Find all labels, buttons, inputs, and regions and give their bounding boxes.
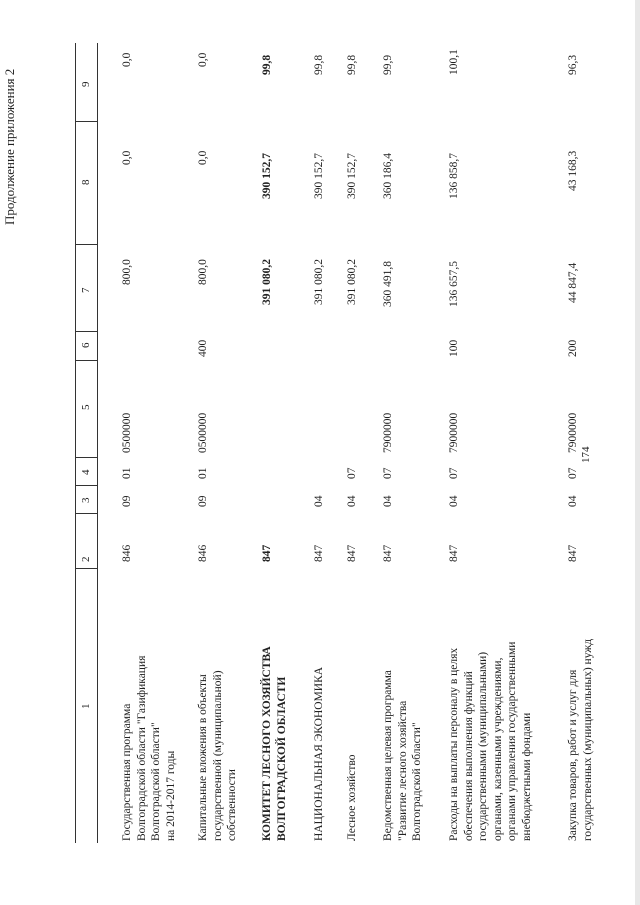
- header-divider: [75, 360, 97, 361]
- row-c7: 391 080,2: [346, 259, 358, 305]
- row-c4: 01: [197, 467, 209, 479]
- row-c3: 04: [346, 495, 358, 507]
- row-desc: НАЦИОНАЛЬНАЯ ЭКОНОМИКА: [313, 666, 325, 841]
- header-top-rule: [75, 43, 76, 843]
- header-divider: [75, 568, 97, 569]
- row-c8: 136 858,7: [448, 153, 460, 199]
- row-c7: 391 080,2: [313, 259, 325, 305]
- row-c9: 99,8: [313, 54, 325, 75]
- row-c2: 846: [197, 544, 209, 562]
- row-c8: 0,0: [197, 150, 209, 165]
- row-c5: 7900000: [382, 412, 394, 453]
- row-c7: 44 847,4: [567, 262, 579, 303]
- row-c8: 390 152,7: [346, 153, 358, 199]
- row-c3: 04: [313, 495, 325, 507]
- header-divider: [75, 485, 97, 486]
- row-desc: КОМИТЕТ ЛЕСНОГО ХОЗЯЙСТВА ВОЛГОГРАДСКОЙ ОБЛАСТИ: [261, 646, 288, 841]
- col-header-9: 9: [80, 81, 92, 87]
- row-c4: 07: [346, 467, 358, 479]
- row-c8: 43 168,3: [567, 150, 579, 191]
- row-c6: 400: [197, 339, 209, 357]
- row-c9: 100,1: [448, 49, 460, 75]
- row-desc: Лесное хозяйство: [346, 754, 358, 841]
- row-c9: 99,8: [346, 54, 358, 75]
- col-header-8: 8: [80, 179, 92, 185]
- row-c2: 847: [313, 544, 325, 562]
- row-c8: 390 152,7: [313, 153, 325, 199]
- continuation-label: Продолжение приложения 2: [2, 68, 17, 225]
- col-header-2: 2: [80, 556, 92, 562]
- row-c8: 0,0: [121, 150, 133, 165]
- row-c2: 847: [382, 544, 394, 562]
- row-c3: 04: [567, 495, 579, 507]
- row-c9: 0,0: [121, 52, 133, 67]
- row-c4: 07: [448, 467, 460, 479]
- row-c3: 09: [121, 495, 133, 507]
- header-divider: [75, 244, 97, 245]
- col-header-5: 5: [80, 404, 92, 410]
- row-c4: 07: [567, 467, 579, 479]
- row-c3: 04: [382, 495, 394, 507]
- row-c8: 360 186,4: [382, 153, 394, 199]
- row-desc: Расходы на выплаты персоналу в целях обеспечения выполнения функций государственными (муниципальными) органами, казенными учреждениями, органами управления государственными внебюджетными фондами: [448, 641, 533, 841]
- row-c6: 200: [567, 339, 579, 357]
- row-c8: 390 152,7: [261, 153, 273, 199]
- header-divider: [75, 457, 97, 458]
- row-c3: 09: [197, 495, 209, 507]
- row-c5: 0500000: [197, 412, 209, 453]
- row-c9: 99,8: [261, 54, 273, 75]
- row-c5: 7900000: [567, 412, 579, 453]
- row-c9: 0,0: [197, 52, 209, 67]
- page-number: 174: [580, 446, 592, 463]
- row-c7: 360 491,8: [382, 261, 394, 307]
- row-c4: 01: [121, 467, 133, 479]
- row-c5: 0500000: [121, 412, 133, 453]
- row-desc: Капитальные вложения в объекты государственной (муниципальной) собственности: [197, 670, 238, 841]
- row-c7: 800,0: [197, 259, 209, 285]
- row-c9: 96,3: [567, 54, 579, 75]
- row-c4: 07: [382, 467, 394, 479]
- row-c2: 846: [121, 544, 133, 562]
- row-c2: 847: [346, 544, 358, 562]
- header-bottom-rule: [97, 43, 98, 843]
- col-header-4: 4: [80, 469, 92, 475]
- row-desc: Государственная программа Волгоградской области "Газификация Волгоградской области" на 2014-2017 годы: [121, 655, 177, 841]
- header-divider: [75, 513, 97, 514]
- row-c6: 100: [448, 339, 460, 357]
- row-desc: Ведомственная целевая программа "Развитие лесного хозяйства Волгоградской области": [382, 670, 423, 841]
- row-desc: Закупка товаров, работ и услуг для государственных (муниципальных) нужд: [567, 638, 594, 841]
- row-c2: 847: [567, 544, 579, 562]
- col-header-6: 6: [80, 342, 92, 348]
- row-c5: 7900000: [448, 412, 460, 453]
- col-header-7: 7: [80, 287, 92, 293]
- col-header-1: 1: [80, 703, 92, 709]
- row-c7: 391 080,2: [261, 259, 273, 305]
- row-c3: 04: [448, 495, 460, 507]
- row-c7: 800,0: [121, 259, 133, 285]
- col-header-3: 3: [80, 497, 92, 503]
- header-divider: [75, 121, 97, 122]
- row-c9: 99,9: [382, 54, 394, 75]
- row-c2: 847: [448, 544, 460, 562]
- row-c7: 136 657,5: [448, 261, 460, 307]
- row-c2: 847: [261, 544, 273, 562]
- header-divider: [75, 331, 97, 332]
